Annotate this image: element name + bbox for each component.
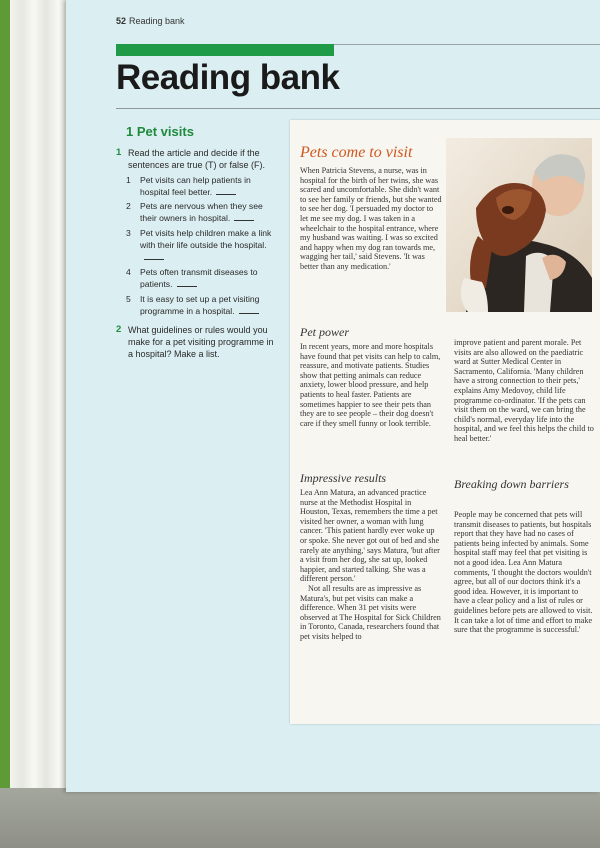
exercise-item: 4 Pets often transmit diseases to patients.	[126, 267, 258, 289]
header-green-bar	[116, 44, 334, 56]
exercise-item: 2 Pets are nervous when they see their owners in hospital.	[126, 201, 263, 223]
title-rule	[116, 108, 600, 109]
page-title: Reading bank	[116, 58, 340, 97]
heading-breaking-down-barriers: Breaking down barriers	[454, 477, 569, 491]
heading-impressive-results: Impressive results	[300, 471, 387, 485]
article-intro: When Patricia Stevens, a nurse, was in hospital for the birth of her twins, she was scared and uncomfortable. She didn't want to see her family or friends, but she wanted to see her dog. 'I persuaded my doctor to let me see my dog. I was taken in a wheelchair to the hospital entrance, where my husband was waiting. I was so excited and happy when my dog ran towards me, wagging her tail,' said Stevens. 'It was better than any medication.'	[300, 166, 442, 271]
exercise-2-text: What guidelines or rules would you make for a pet visiting programme in a hospital? Make a list.	[128, 325, 274, 359]
exercise-2-number: 2	[116, 324, 122, 335]
exercise-item: 5 It is easy to set up a pet visiting programme in a hospital.	[126, 294, 260, 316]
answer-blank[interactable]	[177, 286, 197, 287]
impressive-results-paragraph-2: Not all results are as impressive as Matura's, but pet visits can make a difference. When 31 pet visits were observed at The Hospital for Sick Children in Toronto, Canada, researchers found that pet visits helped to	[300, 583, 441, 641]
exercise-item: 1 Pet visits can help patients in hospital feel better.	[126, 175, 251, 197]
page-stack-edges	[10, 0, 70, 790]
running-head	[116, 16, 185, 26]
exercise-item: 3 Pet visits help children make a link with their life outside the hospital.	[140, 227, 278, 263]
barriers-paragraph: People may be concerned that pets will transmit diseases to patients, but hospitals report that they have had no cases of patients being infected by animals. Some hospital staff may feel that pet visiting is not a good idea. Lea Ann Matura comments, 'I thought the doctors wouldn't agree, but all of our doctors think it's a good idea. However, it is important to have a clear policy and a list of rules or guidelines before pets are allowed to visit. It can take a lot of time and effort to make sure that the programme is successful.'	[454, 510, 593, 635]
section-title: 1 Pet visits	[126, 124, 194, 139]
table-surface	[0, 788, 600, 848]
exercise-1-number: 1	[116, 147, 122, 158]
answer-blank[interactable]	[144, 259, 164, 260]
pet-power-paragraph: In recent years, more and more hospitals have found that pet visits can help to calm, reassure, and motivate patients. Studies show that petting animals can reduce anxiety, lower blood pressure, and help patients to heal faster. Patients are sometimes happier to see their pets than they are to see people – their dog doesn't care if they smell funny or look terrible.	[300, 342, 441, 428]
header-rule	[334, 44, 600, 45]
answer-blank[interactable]	[234, 220, 254, 221]
impressive-results-text	[300, 488, 442, 642]
answer-blank[interactable]	[239, 313, 259, 314]
running-head-label: Reading bank	[129, 16, 185, 26]
nurse-with-dog-photo	[446, 138, 592, 312]
page-number: 52	[116, 16, 127, 26]
heading-pet-power: Pet power	[300, 325, 349, 339]
impressive-results-paragraph-1: Lea Ann Matura, an advanced practice nurse at the Methodist Hospital in Houston, Texas, remembers the time a pet visited her owner, a woman with lung cancer. 'This patient hardly ever woke up or spoke. She never got out of bed and she rarely ate anything,' says Matura, 'but after a visit from her dog, she sat up, looked happier, and started talking. She was a different person.'	[300, 488, 440, 584]
column-3-paragraph: improve patient and parent morale. Pet visits are also allowed on the paediatric ward at Sutter Medical Center in Sacramento, California. 'Many children have a strong connection to their pets,' explains Amy Medovoy, child life programme co-ordinator. 'If the pets can visit them on the ward, we can bring the child's normal, everyday life into the hospital, and we feel this helps the child to heal better.'	[454, 338, 594, 443]
answer-blank[interactable]	[216, 194, 236, 195]
exercise-1-instruction: Read the article and decide if the sentences are true (T) or false (F).	[128, 148, 266, 170]
article-title: Pets come to visit	[300, 144, 413, 161]
